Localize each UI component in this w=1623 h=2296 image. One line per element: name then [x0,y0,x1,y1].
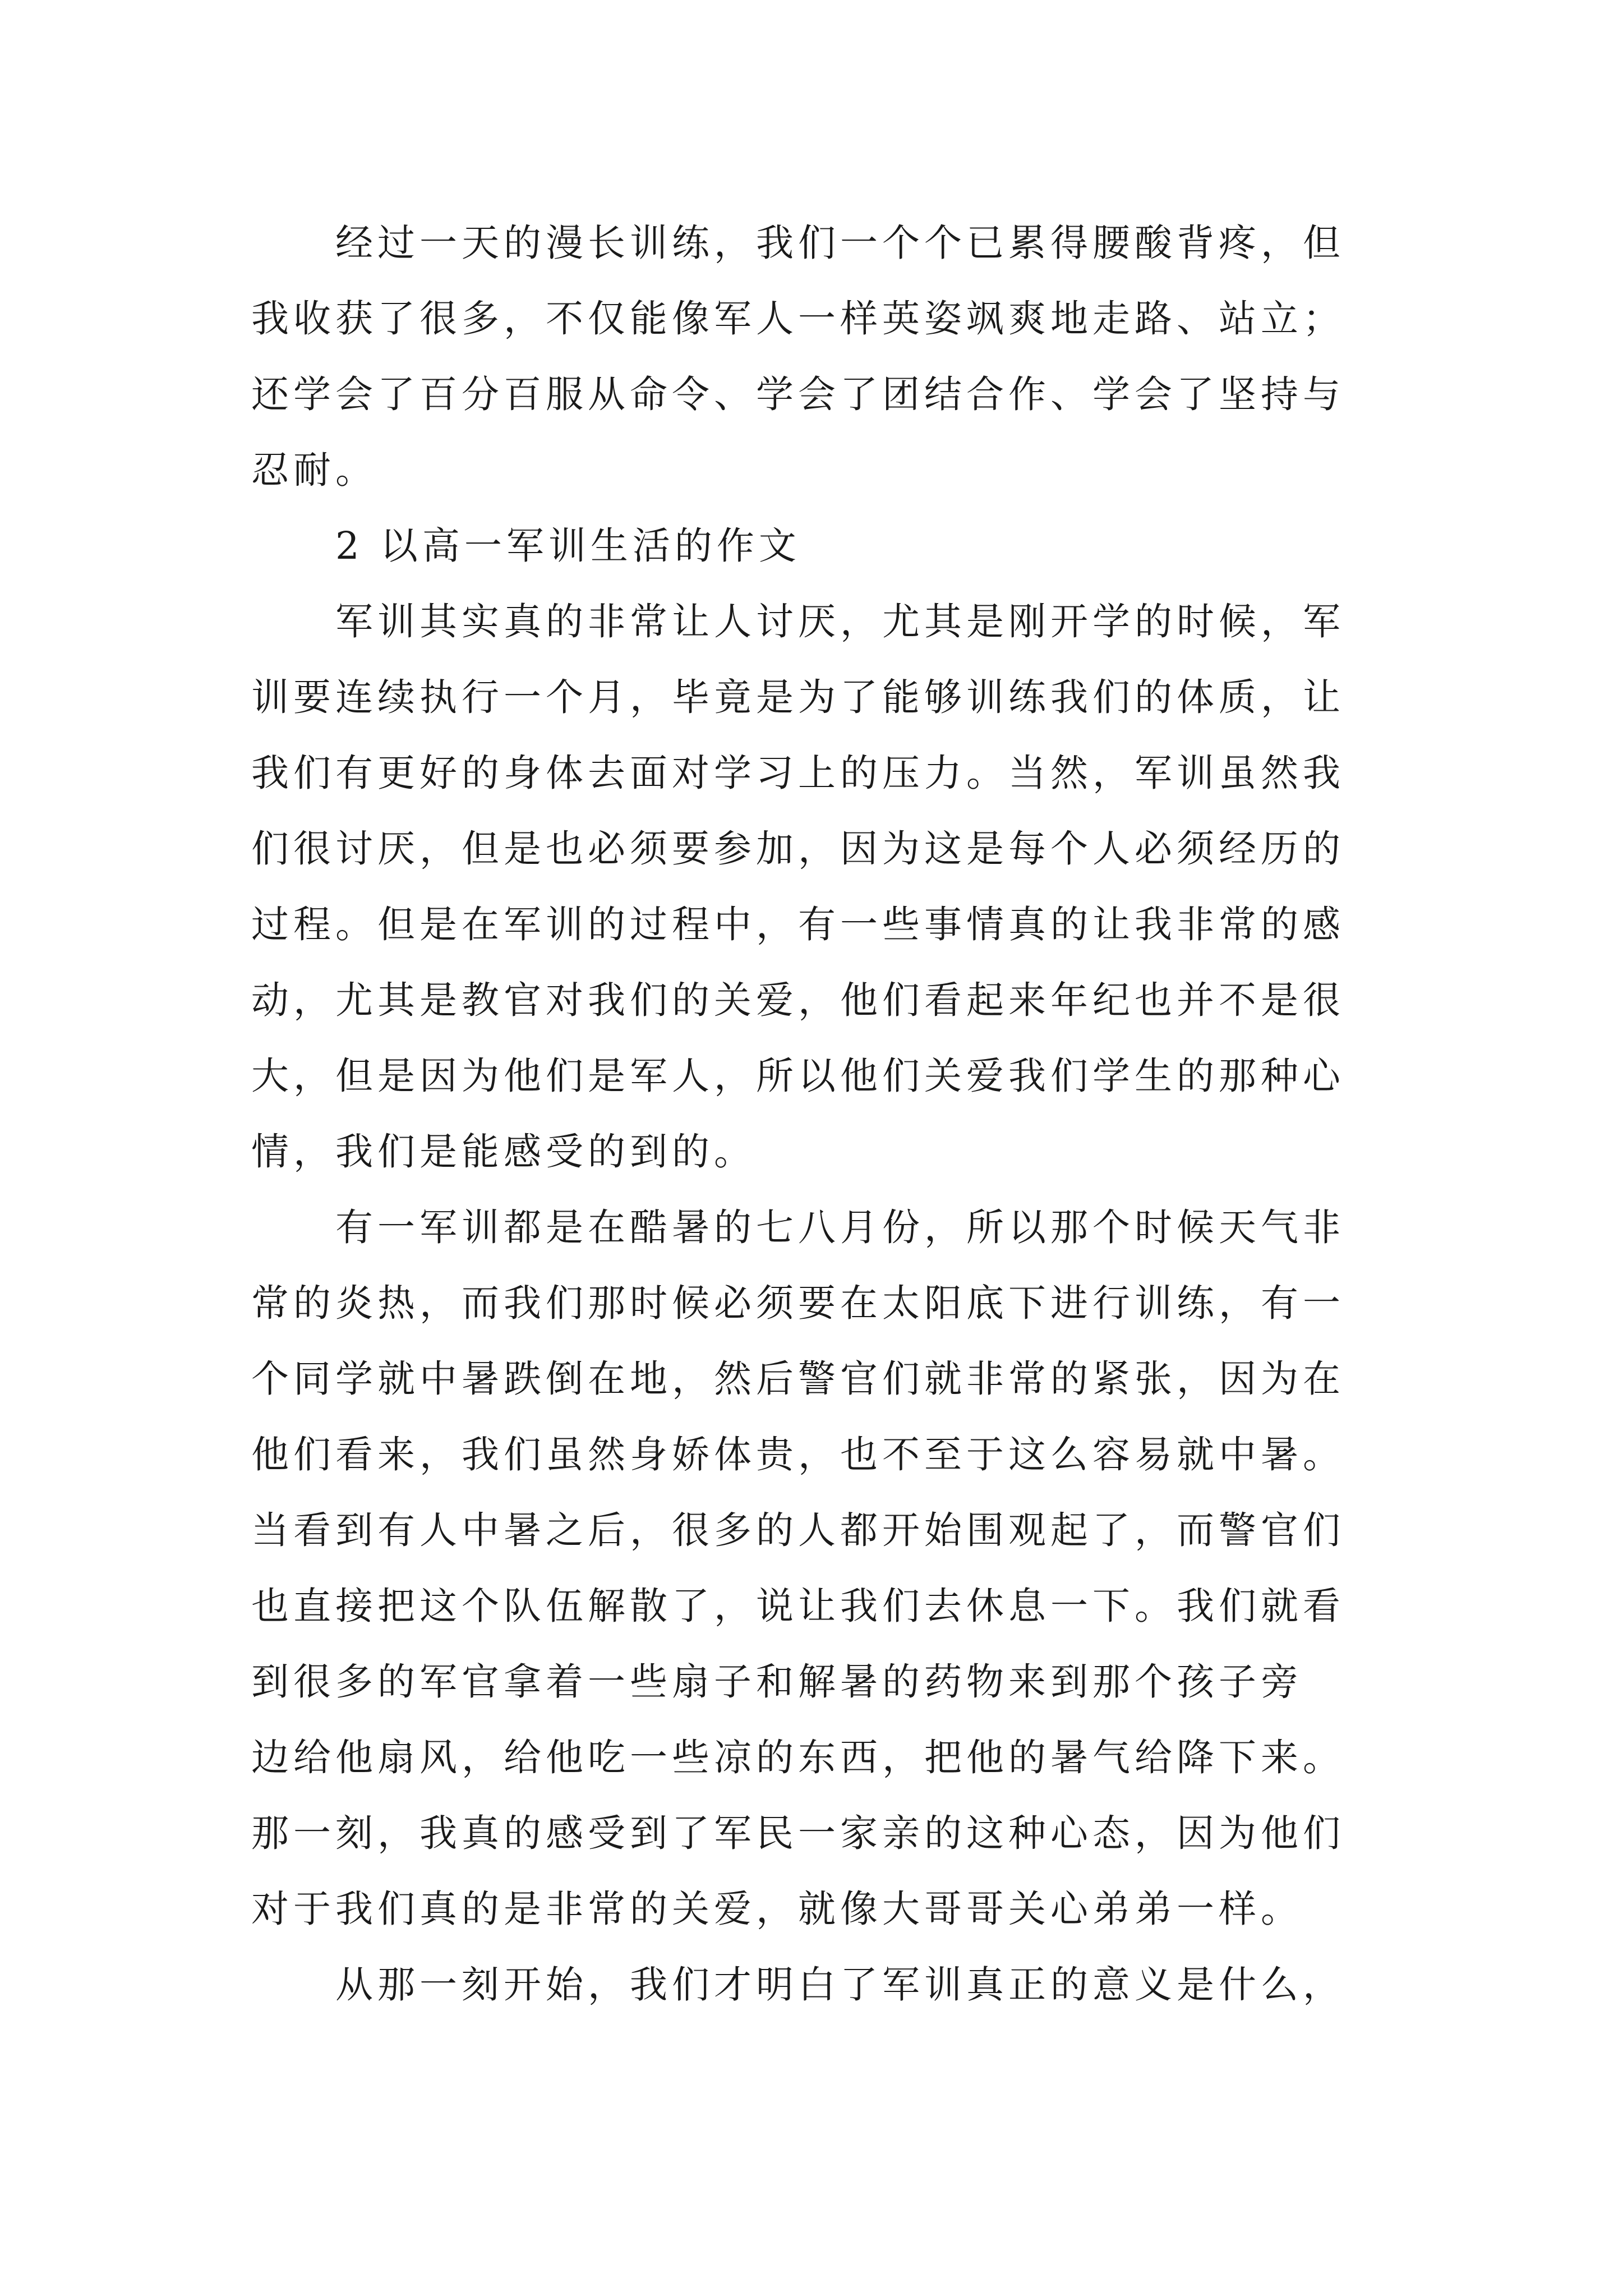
paragraph-line: 情，我们是能感受的到的。 [251,1130,756,1174]
paragraph-line: 当看到有人中暑之后，很多的人都开始围观起了，而警官们 [251,1508,1345,1552]
paragraph-line: 忍耐。 [251,448,377,492]
section-heading: 2 以高一军训生活的作文 [335,524,801,568]
paragraph-line: 边给他扇风，给他吃一些凉的东西，把他的暑气给降下来。 [251,1736,1345,1779]
paragraph-line: 他们看来，我们虽然身娇体贵，也不至于这么容易就中暑。 [251,1433,1345,1476]
paragraph-line: 我收获了很多，不仅能像军人一样英姿飒爽地走路、站立； [251,297,1345,341]
paragraph-line: 大，但是因为他们是军人，所以他们关爱我们学生的那种心 [251,1054,1345,1098]
paragraph-line: 有一军训都是在酷暑的七八月份，所以那个时候天气非 [335,1205,1345,1249]
paragraph-line: 经过一天的漫长训练，我们一个个已累得腰酸背疼，但 [335,221,1345,265]
paragraph-line: 动，尤其是教官对我们的关爱，他们看起来年纪也并不是很 [251,978,1345,1022]
paragraph-line: 们很讨厌，但是也必须要参加，因为这是每个人必须经历的 [251,827,1345,871]
paragraph-line: 那一刻，我真的感受到了军民一家亲的这种心态，因为他们 [251,1811,1345,1855]
paragraph-line: 常的炎热，而我们那时候必须要在太阳底下进行训练，有一 [251,1281,1345,1325]
paragraph-line: 个同学就中暑跌倒在地，然后警官们就非常的紧张，因为在 [251,1357,1345,1401]
paragraph-line: 训要连续执行一个月，毕竟是为了能够训练我们的体质，让 [251,675,1345,719]
paragraph-line: 到很多的军官拿着一些扇子和解暑的药物来到那个孩子旁 [251,1660,1303,1704]
paragraph-line: 我们有更好的身体去面对学习上的压力。当然，军训虽然我 [251,751,1345,795]
paragraph-line: 军训其实真的非常让人讨厌，尤其是刚开学的时候，军 [335,600,1345,643]
paragraph-line: 还学会了百分百服从命令、学会了团结合作、学会了坚持与 [251,372,1345,416]
paragraph-line: 从那一刻开始，我们才明白了军训真正的意义是什么， [335,1963,1345,2007]
paragraph-line: 对于我们真的是非常的关爱，就像大哥哥关心弟弟一样。 [251,1887,1303,1931]
paragraph-line: 过程。但是在军训的过程中，有一些事情真的让我非常的感 [251,903,1345,946]
paragraph-line: 也直接把这个队伍解散了，说让我们去休息一下。我们就看 [251,1584,1345,1628]
